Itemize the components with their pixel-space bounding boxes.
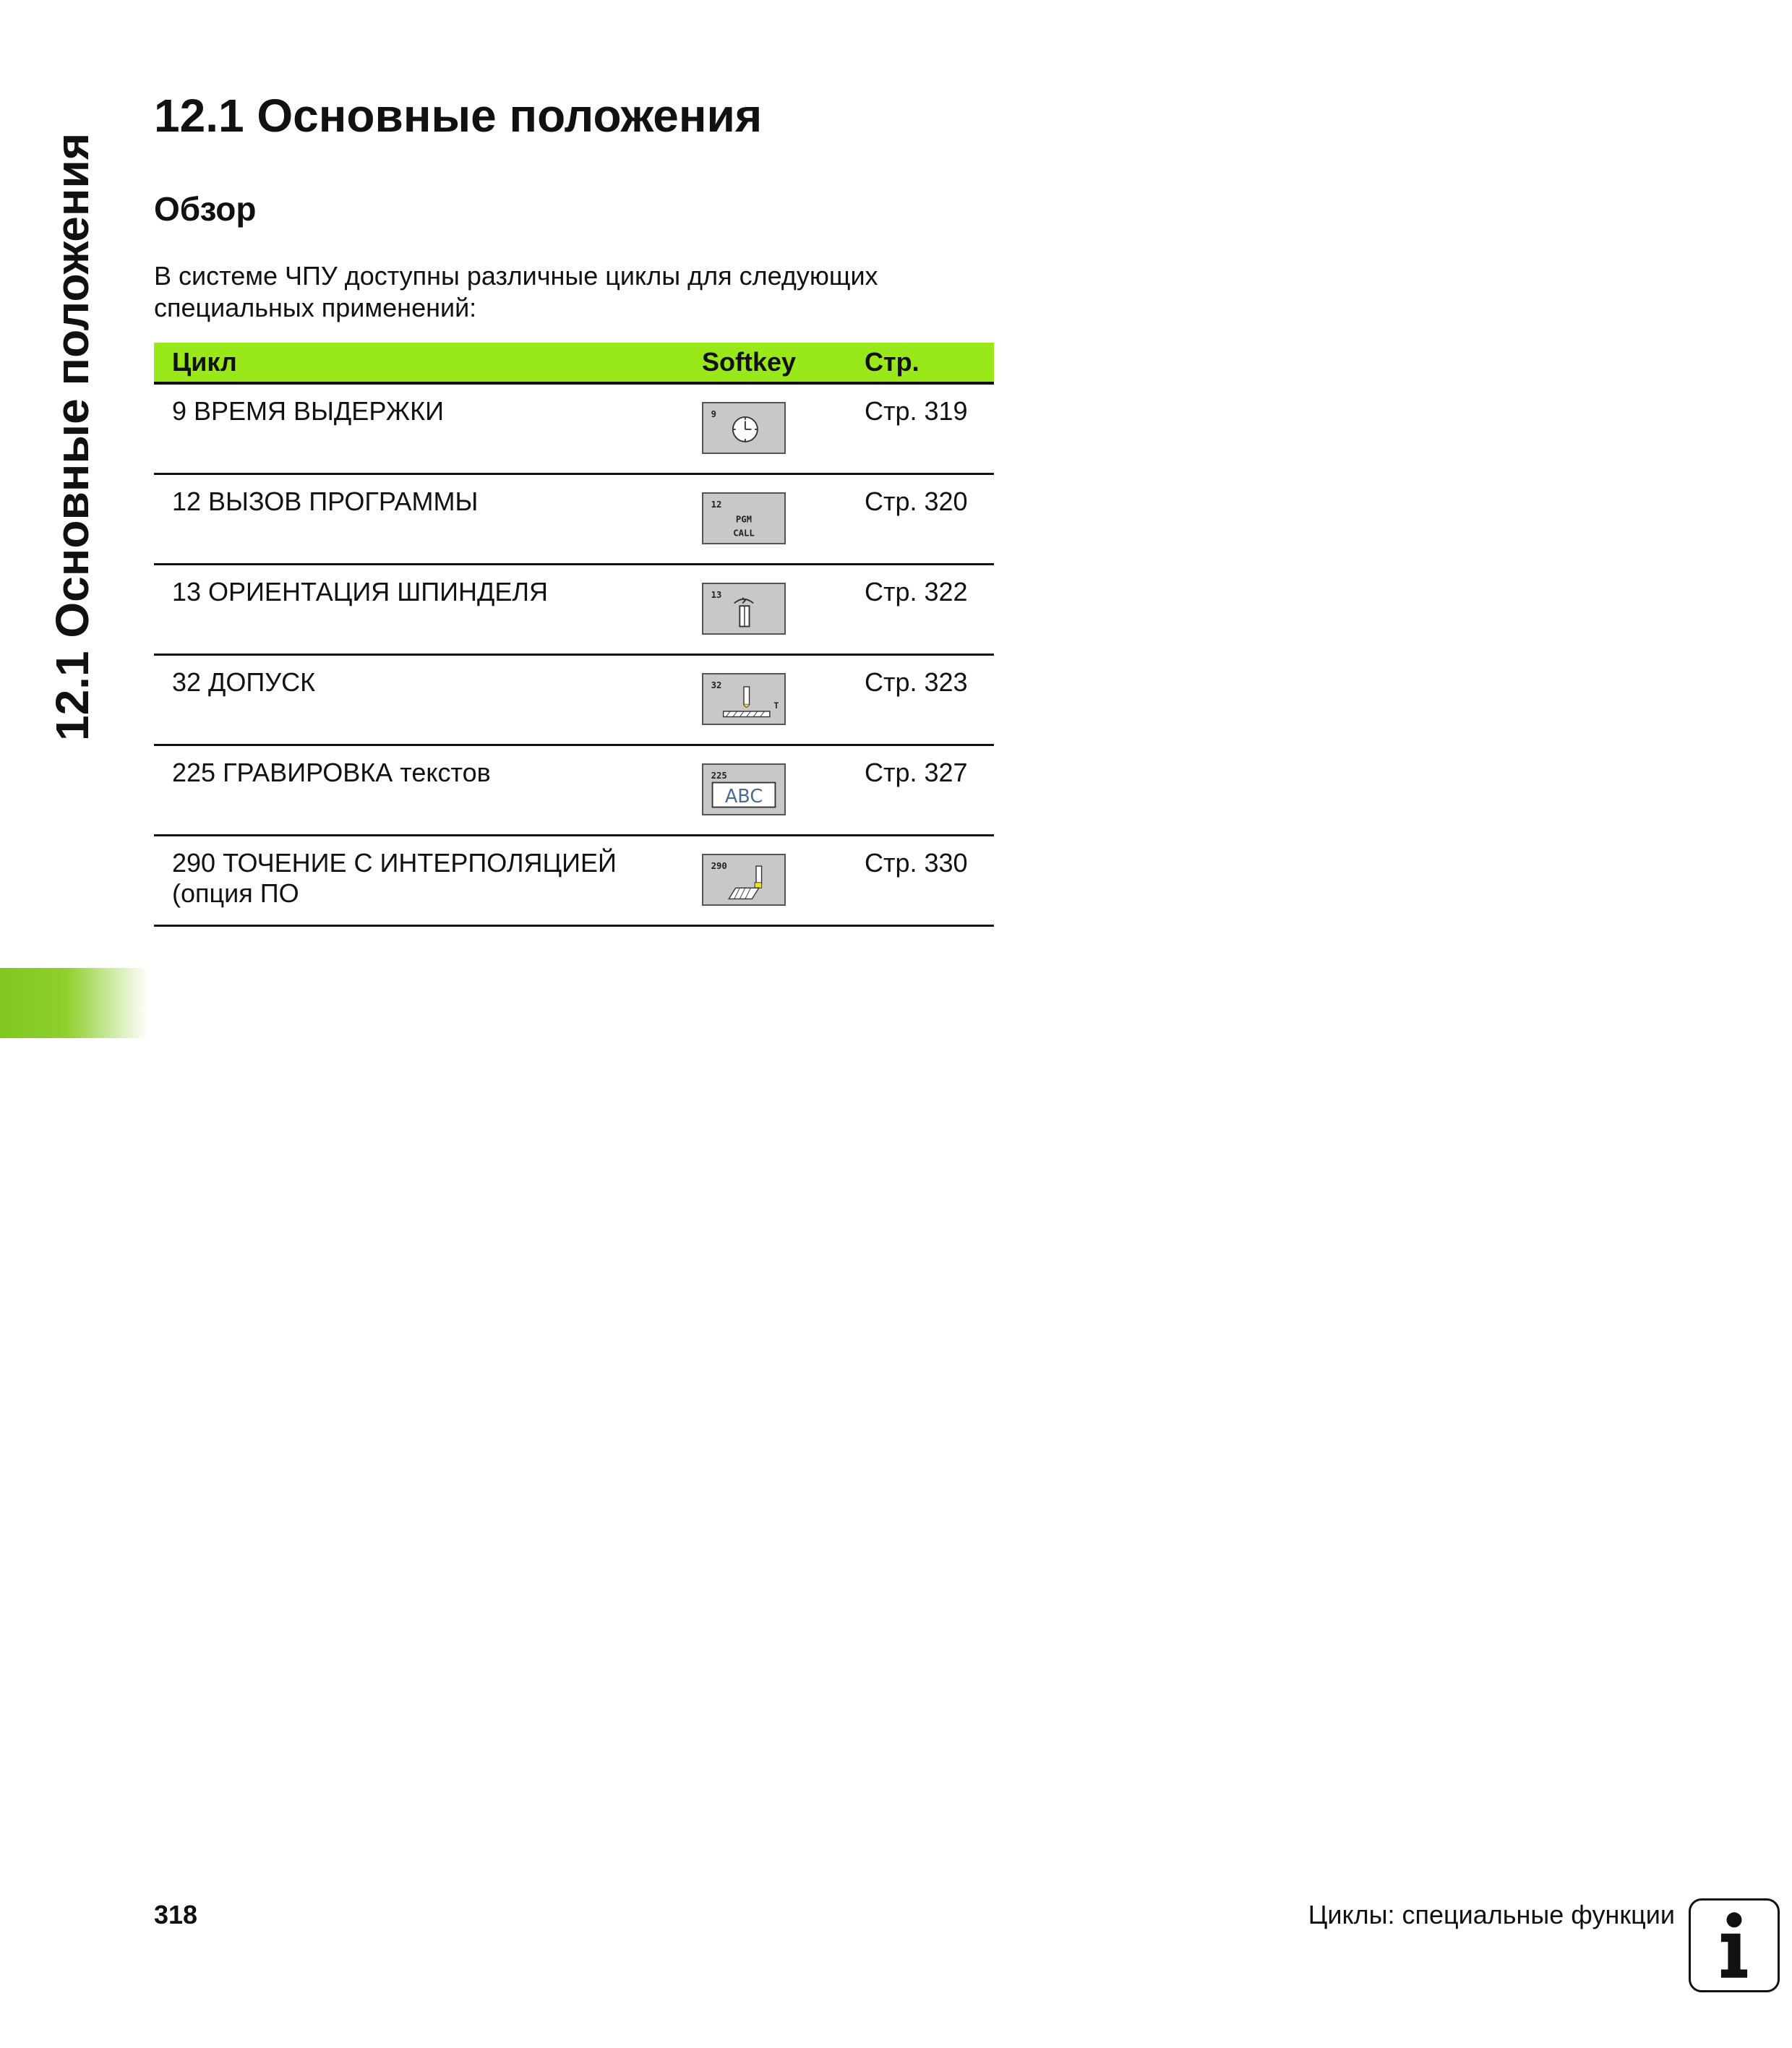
page-reference[interactable]: Стр. 322	[865, 577, 968, 607]
cycle-name: 32 ДОПУСК	[172, 667, 316, 697]
softkey-cycle-13[interactable]	[702, 583, 786, 635]
softkey-number: 9	[711, 408, 717, 419]
cycle-name: 13 ОРИЕНТАЦИЯ ШПИНДЕЛЯ	[172, 577, 549, 607]
softkey-cycle-12[interactable]	[702, 492, 786, 544]
clock-icon	[703, 403, 784, 453]
softkey-number: 290	[711, 860, 727, 871]
softkey-text-line: PGM	[735, 514, 753, 525]
table-row	[154, 655, 994, 745]
softkey-number: 13	[711, 589, 722, 600]
column-header-softkey: Softkey	[702, 343, 865, 383]
softkey-text-line: ABC	[724, 785, 763, 807]
page-reference[interactable]: Стр. 330	[865, 848, 968, 878]
table-row	[154, 565, 994, 655]
info-glyph	[1691, 1901, 1778, 1990]
cycle-name: 225 ГРАВИРОВКА текстов	[172, 758, 491, 787]
column-header-page: Стр.	[865, 343, 994, 383]
table-row	[154, 836, 994, 926]
table-row	[154, 745, 994, 836]
table-row	[154, 474, 994, 565]
softkey-cycle-9[interactable]	[702, 402, 786, 454]
softkey-text-line: CALL	[733, 528, 755, 539]
cycle-name: 290 ТОЧЕНИЕ С ИНТЕРПОЛЯЦИЕЙ (опция ПО	[172, 848, 617, 908]
engraving-icon	[703, 765, 784, 814]
side-tab-title: 12.1 Основные положения	[46, 132, 98, 741]
spindle-orientation-icon	[703, 584, 784, 633]
chapter-title: Циклы: специальные функции	[1308, 1900, 1675, 1929]
section-title: Обзор	[154, 190, 257, 228]
page-reference[interactable]: Стр. 327	[865, 758, 968, 787]
softkey-cycle-32[interactable]	[702, 673, 786, 725]
page-reference[interactable]: Стр. 319	[865, 396, 968, 426]
cycle-table	[154, 343, 994, 927]
interpolation-turning-icon	[703, 855, 784, 904]
page-reference[interactable]: Стр. 320	[865, 487, 968, 516]
table-row	[154, 383, 994, 474]
page-number: 318	[154, 1900, 198, 1929]
cycle-name: 9 ВРЕМЯ ВЫДЕРЖКИ	[172, 396, 445, 426]
page-title: 12.1 Основные положения	[154, 90, 763, 142]
cycle-name: 12 ВЫЗОВ ПРОГРАММЫ	[172, 487, 479, 516]
softkey-cycle-290[interactable]	[702, 854, 786, 906]
softkey-number: 225	[711, 770, 727, 781]
info-icon	[1689, 1898, 1780, 1992]
pgm-call-icon	[703, 494, 784, 543]
softkey-number: 12	[711, 499, 722, 510]
page-reference[interactable]: Стр. 323	[865, 667, 968, 697]
column-header-cycle: Цикл	[154, 343, 702, 383]
softkey-cycle-225[interactable]	[702, 763, 786, 815]
softkey-extra-label: T	[773, 700, 779, 711]
intro-text: В системе ЧПУ доступны различные циклы для следующих специальных применений:	[154, 261, 878, 322]
tolerance-icon	[703, 674, 784, 724]
side-tab-marker	[0, 968, 148, 1038]
softkey-number: 32	[711, 680, 722, 690]
table-header-row	[154, 343, 994, 383]
